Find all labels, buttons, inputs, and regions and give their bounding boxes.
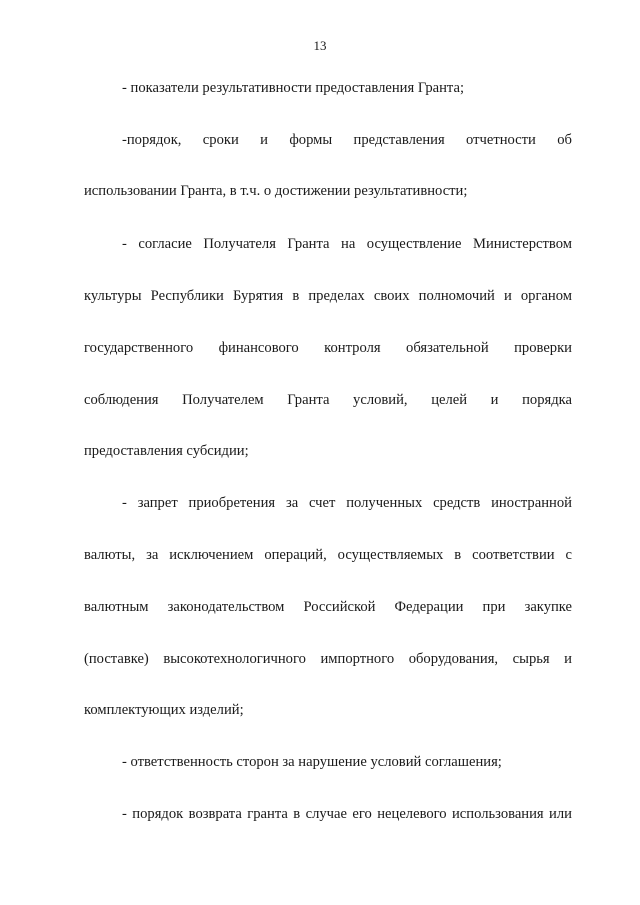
word: Получателем (182, 392, 264, 408)
text-line: использовании Гранта, в т.ч. о достижении результативности; (84, 183, 468, 199)
word: - (122, 236, 127, 252)
word: случае (305, 806, 347, 822)
word: валютным (84, 599, 149, 615)
word: - (122, 495, 127, 511)
text-line: - показатели результативности предоставления Гранта; (122, 80, 465, 96)
word: сроки (202, 132, 239, 148)
word: при (482, 599, 506, 615)
word: представления (353, 132, 445, 148)
word: осуществление (366, 236, 462, 252)
page-number: 13 (313, 38, 327, 53)
word: целей (431, 392, 468, 408)
word: высокотехнологичного (163, 651, 306, 667)
word: гранта (247, 806, 288, 822)
word: финансового (218, 340, 299, 356)
word: Бурятия (232, 288, 284, 304)
word: Гранта (287, 392, 330, 408)
word: валюты, (84, 547, 136, 563)
text-line: предоставления субсидии; (84, 443, 249, 459)
word: и (260, 132, 268, 148)
word: отчетности (466, 132, 536, 148)
word: об (557, 132, 572, 148)
word: в (292, 288, 300, 304)
word: Гранта (287, 236, 330, 252)
word: средств (433, 495, 481, 511)
word: за (146, 547, 159, 563)
word: согласие (138, 236, 192, 252)
word: порядка (522, 392, 572, 408)
word: сырья (512, 651, 550, 667)
word: Получателя (203, 236, 276, 252)
text-line (84, 546, 572, 564)
word: и (503, 288, 512, 304)
word: импортного (320, 651, 395, 667)
word: и (490, 392, 499, 408)
text-line (84, 391, 572, 409)
text-line (122, 235, 572, 253)
text-line (84, 598, 572, 616)
word: возврата (188, 806, 242, 822)
text-line (84, 650, 572, 668)
word: осуществляемых (337, 547, 444, 563)
word: иностранной (491, 495, 572, 511)
word: нецелевого (377, 806, 447, 822)
word: Федерации (394, 599, 464, 615)
text-line: - ответственность сторон за нарушение условий соглашения; (122, 754, 502, 770)
word: культуры (84, 288, 142, 304)
word: проверки (514, 340, 572, 356)
word: органом (520, 288, 572, 304)
word: в (293, 806, 301, 822)
word: приобретения (188, 495, 276, 511)
word: или (549, 806, 572, 822)
word: его (352, 806, 372, 822)
word: Российской (303, 599, 376, 615)
text-line: комплектующих изделий; (84, 702, 244, 718)
word: Министерством (473, 236, 572, 252)
word: с (565, 547, 572, 563)
word: формы (289, 132, 333, 148)
word: и (564, 651, 572, 667)
text-line (84, 287, 572, 305)
word: соответствии (472, 547, 555, 563)
word: пределах (308, 288, 365, 304)
word: полученных (346, 495, 423, 511)
word: обязательной (406, 340, 489, 356)
word: - (122, 806, 127, 822)
text-line (122, 494, 572, 512)
word: (поставке) (84, 651, 149, 667)
word: за (285, 495, 299, 511)
word: запрет (137, 495, 178, 511)
word: использования (452, 806, 544, 822)
word: счет (309, 495, 336, 511)
word: соблюдения (84, 392, 159, 408)
word: -порядок, (122, 132, 182, 148)
word: своих (373, 288, 410, 304)
word: порядок (132, 806, 184, 822)
word: в (454, 547, 462, 563)
word: оборудования, (408, 651, 499, 667)
word: Республики (150, 288, 224, 304)
word: полномочий (418, 288, 495, 304)
text-line (122, 805, 572, 823)
word: на (341, 236, 356, 252)
word: операций, (264, 547, 327, 563)
word: условий, (353, 392, 408, 408)
word: исключением (169, 547, 254, 563)
word: закупке (524, 599, 572, 615)
word: контроля (324, 340, 381, 356)
word: государственного (84, 340, 194, 356)
word: законодательством (167, 599, 285, 615)
text-line (122, 131, 572, 149)
text-line (84, 339, 572, 357)
